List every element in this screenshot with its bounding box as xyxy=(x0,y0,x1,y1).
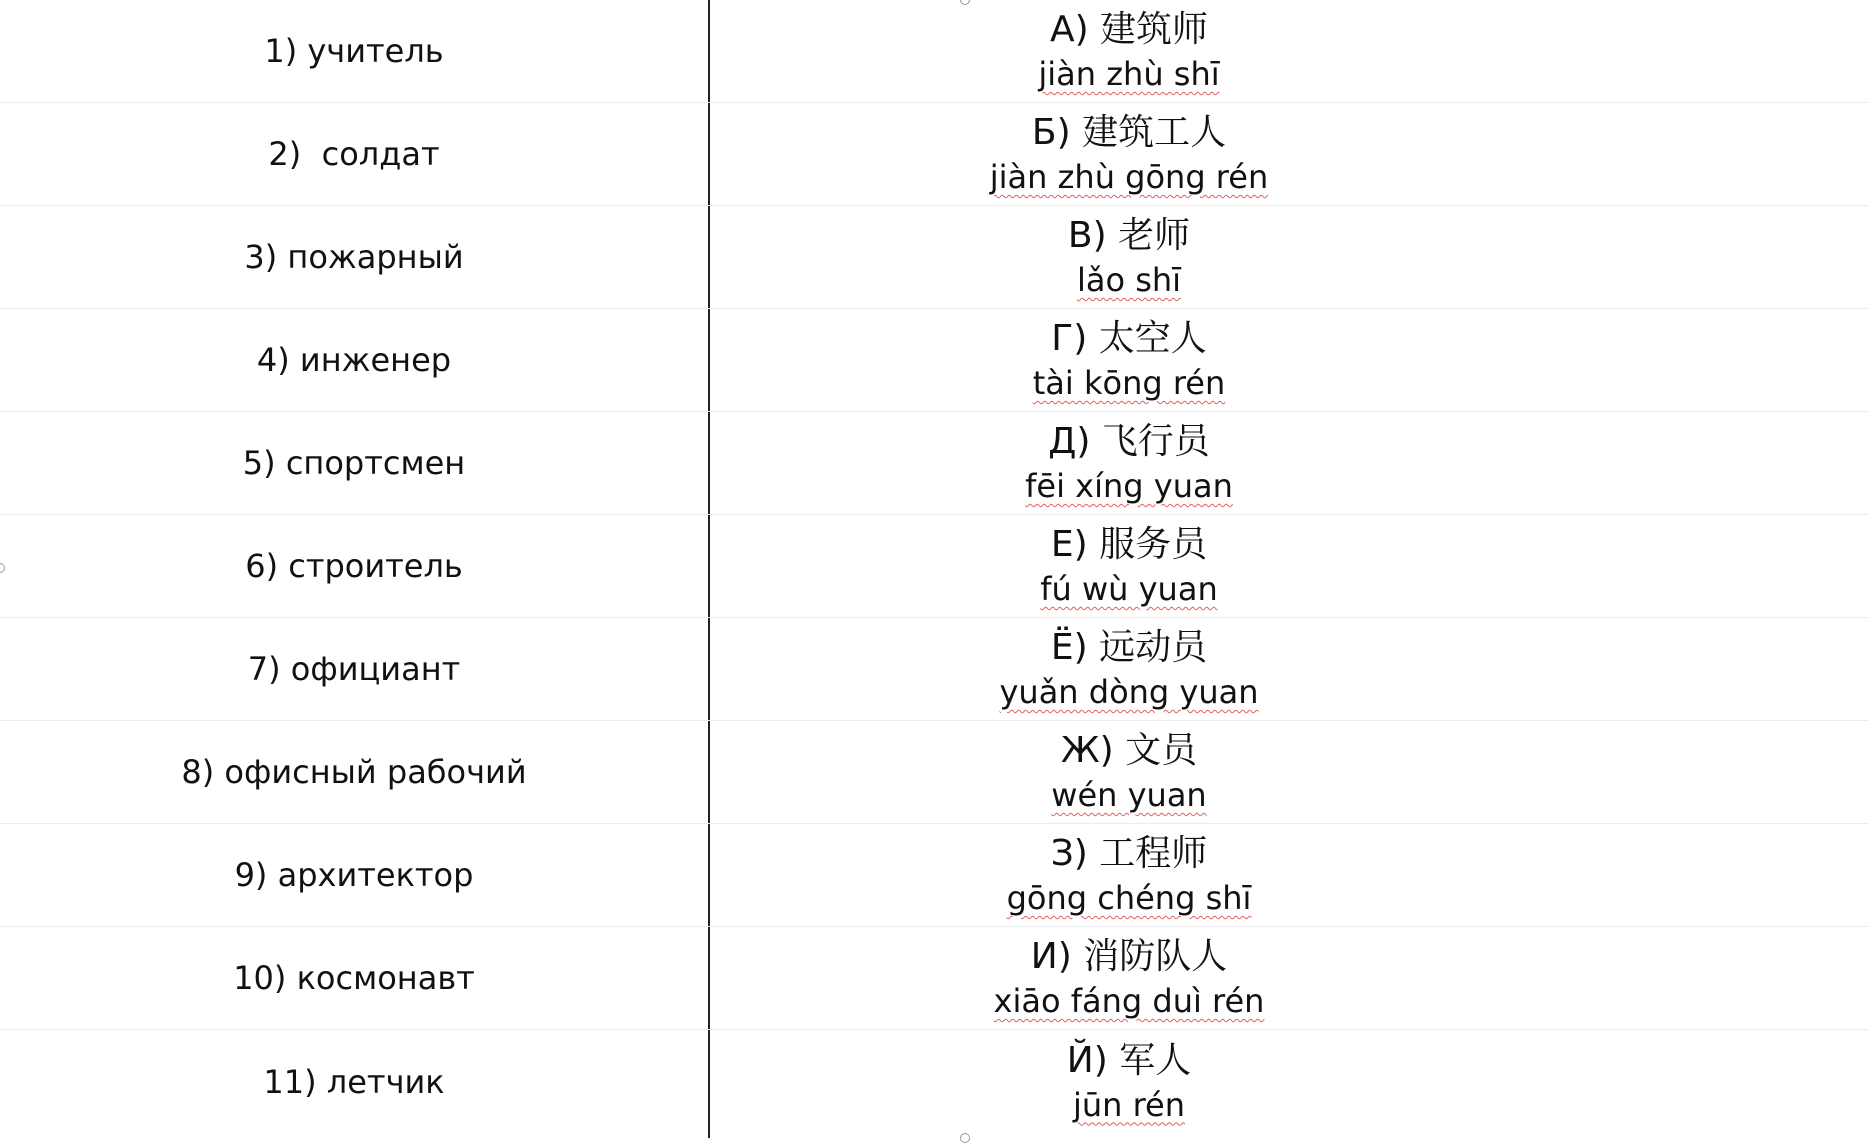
chinese-word-cell[interactable] xyxy=(710,1030,1868,1133)
chinese-word-cell[interactable] xyxy=(710,206,1868,308)
russian-word-cell[interactable]: 7) официант xyxy=(247,650,461,688)
pinyin-text: yuǎn dòng yuan xyxy=(999,673,1259,711)
table-row xyxy=(0,515,1868,618)
russian-word-cell[interactable]: 11) летчик xyxy=(263,1062,445,1101)
pinyin-text: jūn rén xyxy=(1072,1085,1186,1124)
hanzi-text: Й) 军人 xyxy=(1066,1039,1192,1081)
chinese-word-cell[interactable] xyxy=(710,927,1868,1029)
russian-word-cell[interactable]: 1) учитель xyxy=(264,32,444,70)
table-row xyxy=(0,206,1868,309)
chinese-word-cell[interactable] xyxy=(710,0,1868,102)
chinese-word-cell[interactable] xyxy=(710,824,1868,926)
russian-word-cell[interactable]: 3) пожарный xyxy=(244,238,464,276)
table-row xyxy=(0,824,1868,927)
hanzi-text: Д) 飞行员 xyxy=(1048,421,1210,462)
russian-word-cell[interactable]: 6) строитель xyxy=(245,547,463,585)
russian-word-cell[interactable]: 10) космонавт xyxy=(233,959,475,997)
hanzi-text: В) 老师 xyxy=(1067,215,1191,256)
hanzi-text: З) 工程师 xyxy=(1050,833,1208,874)
russian-word-cell[interactable]: 4) инженер xyxy=(256,341,452,379)
table-row xyxy=(0,0,1868,103)
table-row xyxy=(0,309,1868,412)
chinese-word-cell[interactable] xyxy=(710,103,1868,205)
pinyin-text: fēi xíng yuan xyxy=(1025,467,1233,505)
pinyin-text: tài kōng rén xyxy=(1032,364,1226,402)
hanzi-text: Ё) 远动员 xyxy=(1050,627,1208,668)
table-row xyxy=(0,1030,1868,1133)
chinese-word-cell[interactable] xyxy=(710,309,1868,411)
hanzi-text: И) 消防队人 xyxy=(1030,936,1228,977)
pinyin-text: fú wù yuan xyxy=(1040,570,1218,608)
pinyin-text: jiàn zhù shī xyxy=(1038,55,1220,93)
chinese-word-cell[interactable] xyxy=(710,721,1868,823)
resize-handle[interactable] xyxy=(960,1133,970,1143)
hanzi-text: А) 建筑师 xyxy=(1049,9,1209,50)
russian-word-cell[interactable]: 9) архитектор xyxy=(234,856,474,894)
table-row xyxy=(0,721,1868,824)
chinese-word-cell[interactable] xyxy=(710,618,1868,720)
pinyin-text: lǎo shī xyxy=(1076,261,1182,299)
table-row xyxy=(0,618,1868,721)
russian-word-cell[interactable]: 8) офисный рабочий xyxy=(181,753,527,791)
pinyin-text: xiāo fáng duì rén xyxy=(993,982,1265,1020)
russian-word-cell[interactable]: 5) спортсмен xyxy=(242,444,466,482)
hanzi-text: Г) 太空人 xyxy=(1051,318,1207,359)
hanzi-text: Ж) 文员 xyxy=(1060,730,1198,771)
pinyin-text: wén yuan xyxy=(1051,776,1207,814)
pinyin-text: gōng chéng shī xyxy=(1006,879,1252,917)
chinese-word-cell[interactable] xyxy=(710,515,1868,617)
table-row xyxy=(0,103,1868,206)
hanzi-text: Е) 服务员 xyxy=(1050,524,1208,565)
table-row xyxy=(0,412,1868,515)
pinyin-text: jiàn zhù gōng rén xyxy=(989,158,1269,196)
chinese-word-cell[interactable] xyxy=(710,412,1868,514)
russian-word-cell[interactable]: 2) солдат xyxy=(268,135,440,173)
table-row xyxy=(0,927,1868,1030)
hanzi-text: Б) 建筑工人 xyxy=(1031,112,1227,153)
